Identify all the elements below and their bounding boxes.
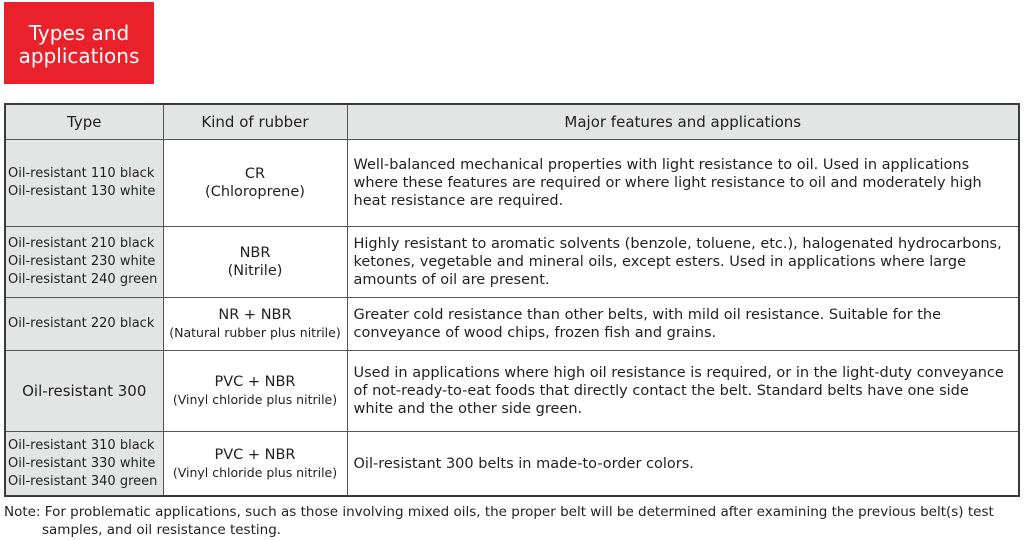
table-row — [5, 351, 1019, 432]
rubber-cell — [163, 140, 347, 227]
rubber-description: (Nitrile) — [227, 263, 283, 279]
type-line: Oil-resistant 310 black — [8, 437, 155, 453]
section-title-line-1: Types and — [28, 21, 130, 45]
header-row — [5, 104, 1019, 140]
table-row — [5, 432, 1019, 497]
type-line: Oil-resistant 220 black — [8, 316, 155, 331]
rubber-description: (Vinyl chloride plus nitrile) — [172, 464, 338, 480]
type-line: Oil-resistant 240 green — [8, 272, 158, 287]
table-row — [5, 298, 1019, 351]
footnote: Note: For problematic applications, such as those involving mixed oils, the proper belt will be determined after examining the previous belt(s) test samples, and oil resistance testing. — [4, 504, 994, 538]
type-line: Oil-resistant 330 white — [8, 455, 156, 471]
rubber-description: (Chloroprene) — [205, 184, 305, 200]
type-cell — [5, 227, 163, 298]
header-features: Major features and applications — [347, 104, 1019, 140]
features-cell: Highly resistant to aromatic solvents (benzole, toluene, etc.), halogenated hydrocarbons, ketones, vegetable and mineral oils, except esters. Used in applications where large amounts of oil are present. — [347, 227, 1019, 298]
header-rubber: Kind of rubber — [163, 104, 347, 140]
rubber-cell — [163, 298, 347, 351]
rubber-name: NR + NBR — [218, 307, 292, 323]
type-cell — [5, 351, 163, 432]
type-line: Oil-resistant 110 black — [8, 166, 155, 181]
type-cell — [5, 298, 163, 351]
rubber-cell — [163, 227, 347, 298]
rubber-description: (Vinyl chloride plus nitrile) — [172, 392, 338, 407]
type-cell — [5, 432, 163, 497]
type-line: Oil-resistant 210 black — [8, 236, 155, 251]
type-line: Oil-resistant 340 green — [8, 473, 158, 489]
rubber-cell — [163, 351, 347, 432]
section-title — [4, 2, 154, 84]
rubber-name: CR — [244, 166, 266, 182]
features-cell: Used in applications where high oil resistance is required, or in the light-duty conveyance of not-ready-to-eat foods that directly contact the belt. Standard belts have one side white and the other side green. — [347, 351, 1019, 432]
type-cell — [5, 140, 163, 227]
table-row — [5, 227, 1019, 298]
types-table — [4, 103, 1020, 497]
table-row — [5, 140, 1019, 227]
rubber-cell — [163, 432, 347, 497]
type-line: Oil-resistant 230 white — [8, 254, 156, 269]
type-line: Oil-resistant 130 white — [8, 184, 156, 199]
rubber-description: (Natural rubber plus nitrile) — [169, 325, 341, 340]
features-cell: Greater cold resistance than other belts, with mild oil resistance. Suitable for the conveyance of wood chips, frozen fish and grains. — [347, 298, 1019, 351]
section-title-line-2: applications — [18, 44, 140, 68]
rubber-name: PVC + NBR — [214, 374, 296, 390]
features-cell: Oil-resistant 300 belts in made-to-order colors. — [347, 432, 1019, 497]
features-cell: Well-balanced mechanical properties with light resistance to oil. Used in applications where these features are required or where light resistance to oil and moderately high heat resistance are required. — [347, 140, 1019, 227]
rubber-name: NBR — [239, 245, 271, 261]
rubber-name: PVC + NBR — [214, 446, 296, 463]
type-line: Oil-resistant 300 — [22, 382, 147, 400]
header-type: Type — [5, 104, 163, 140]
